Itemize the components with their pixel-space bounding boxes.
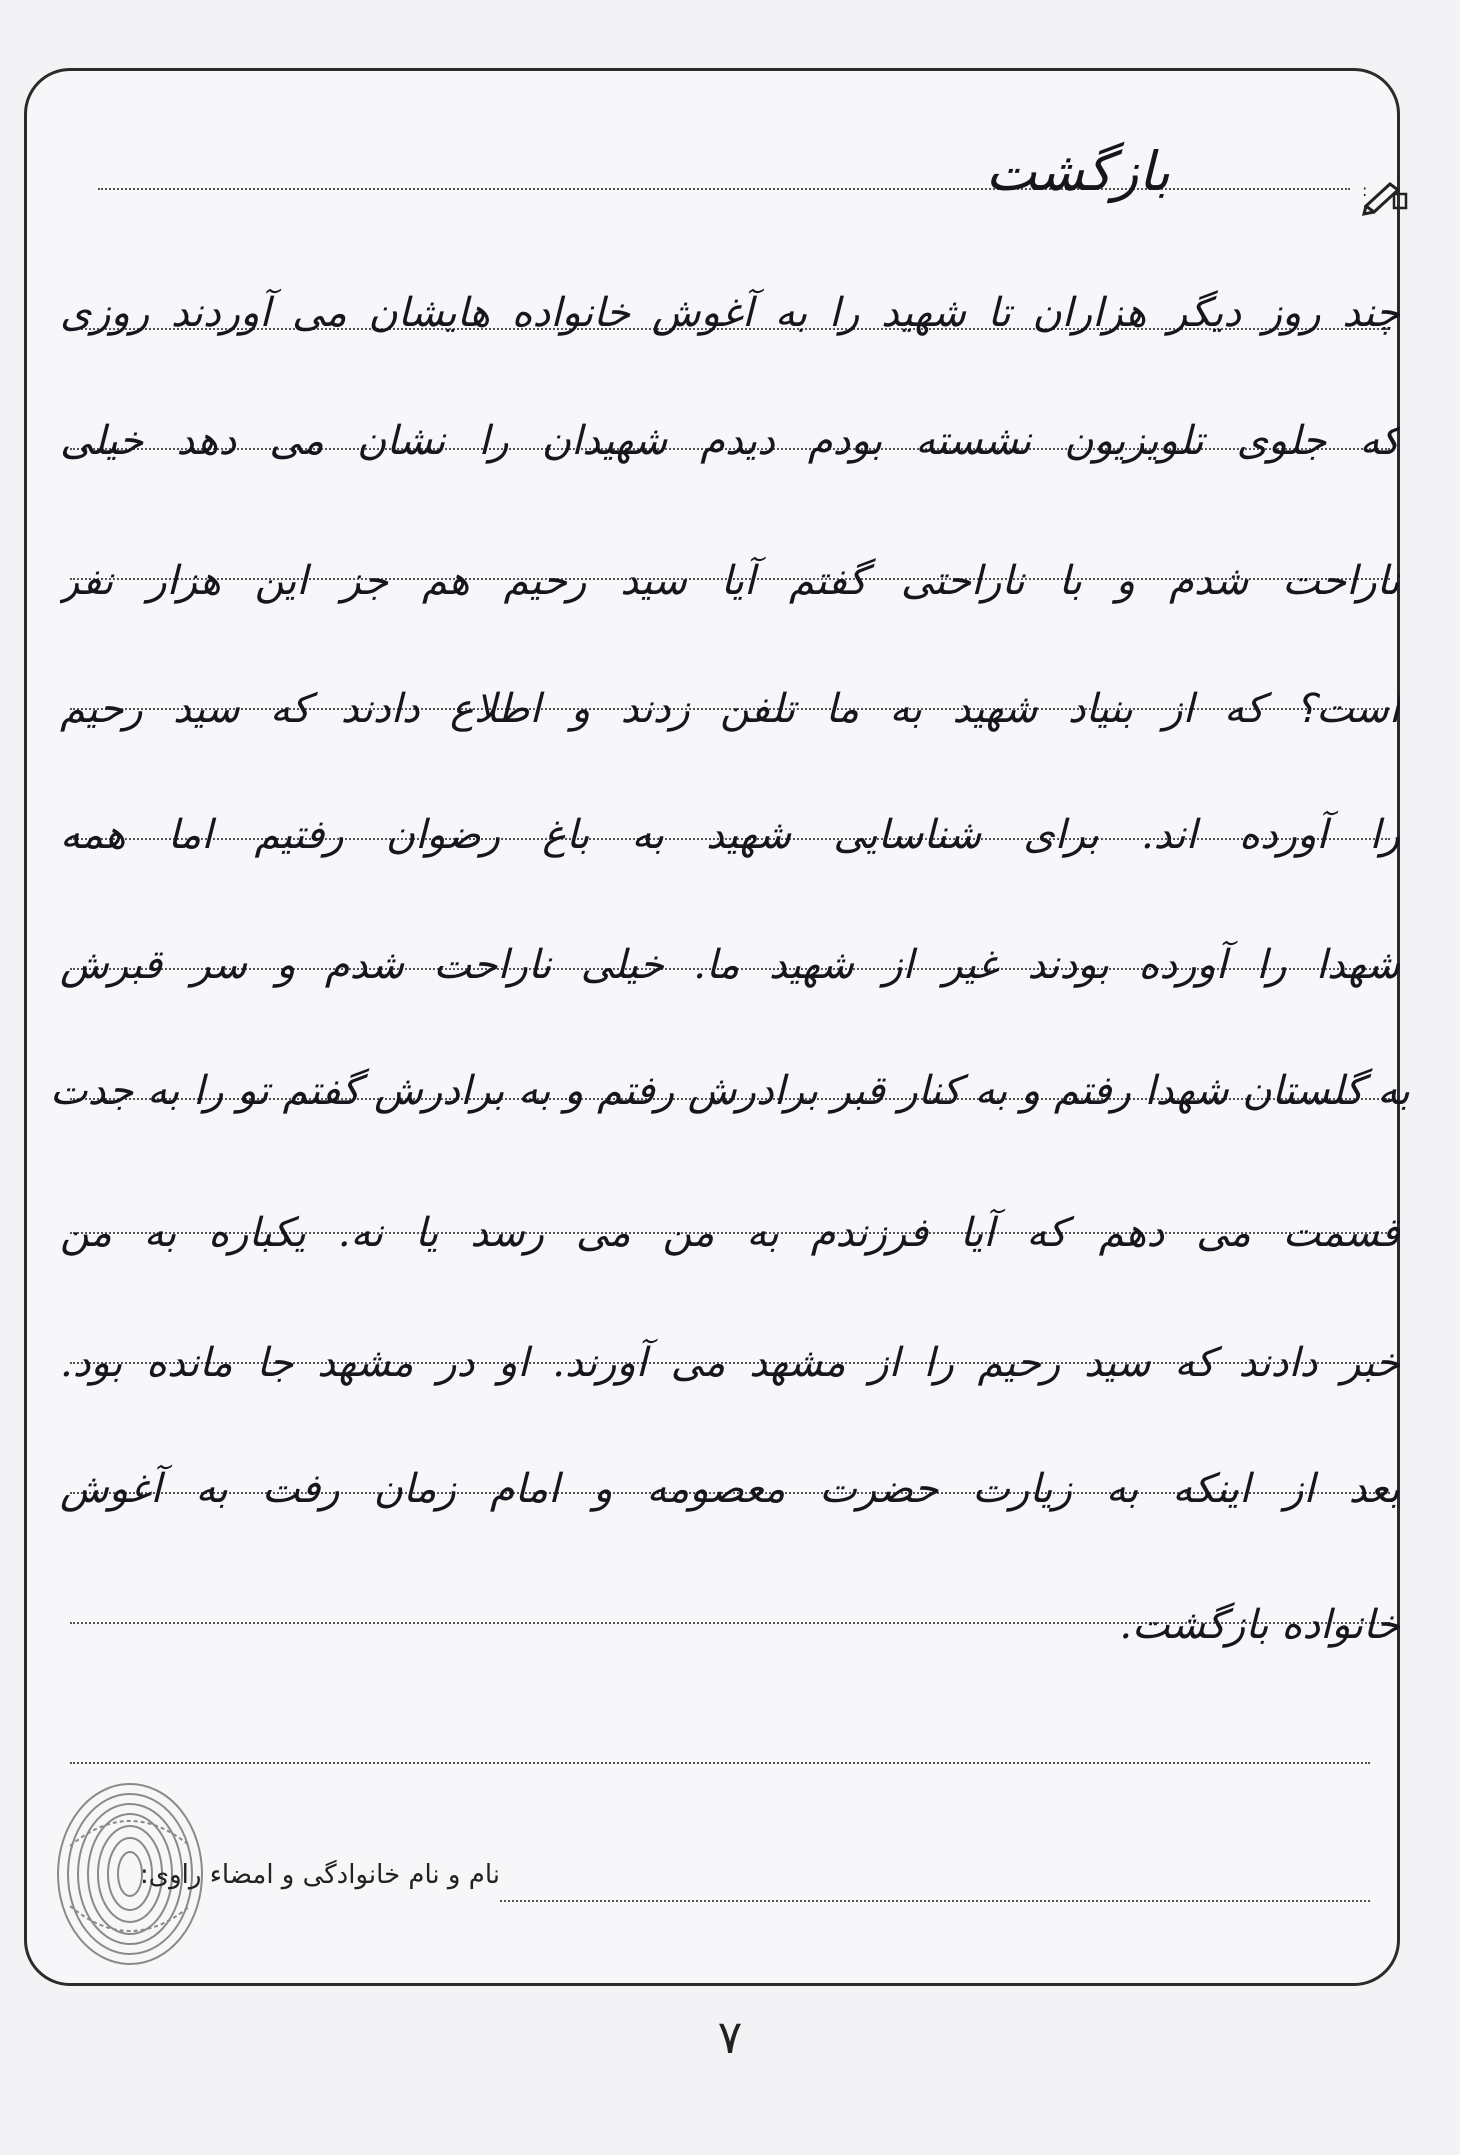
body-line: خانواده بازگشت.	[1119, 1602, 1400, 1648]
body-line: خبر دادند که سید رحیم را از مشهد می آورند. او در مشهد جا مانده بود.	[60, 1340, 1400, 1386]
body-line: قسمت می دهم که آیا فرزندم به من می رسد یا نه. یکباره به من	[60, 1210, 1400, 1256]
pen-icon	[1360, 176, 1408, 216]
body-line: ناراحت شدم و با ناراحتی گفتم آیا سید رحیم هم جز این هزار نفر	[60, 558, 1400, 604]
body-line: که جلوی تلویزیون نشسته بودم دیدم شهیدان را نشان می دهد خیلی	[60, 418, 1400, 464]
body-line: شهدا را آورده بودند غیر از شهید ما. خیلی ناراحت شدم و سر قبرش	[60, 942, 1400, 988]
signature-line	[500, 1900, 1370, 1902]
body-line: است؟ که از بنیاد شهید به ما تلفن زدند و اطلاع دادند که سید رحیم	[60, 686, 1400, 732]
body-line: به گلستان شهدا رفتم و به کنار قبر برادرش رفتم و به برادرش گفتم تو را به جدت	[50, 1068, 1410, 1114]
svg-text::: :	[1362, 181, 1368, 200]
writing-line	[70, 1762, 1370, 1764]
page-number: ۷	[717, 2010, 743, 2064]
document-title: بازگشت	[985, 140, 1170, 203]
body-line: چند روز دیگر هزاران تا شهید را به آغوش خانواده هایشان می آوردند روزی	[60, 290, 1400, 336]
body-line: بعد از اینکه به زیارت حضرت معصومه و امام زمان رفت به آغوش	[60, 1466, 1400, 1512]
body-line: را آورده اند. برای شناسایی شهید به باغ رضوان رفتیم اما همه	[60, 812, 1400, 858]
narrator-signature-label: نام و نام خانوادگی و امضاء راوی:	[139, 1860, 500, 1890]
